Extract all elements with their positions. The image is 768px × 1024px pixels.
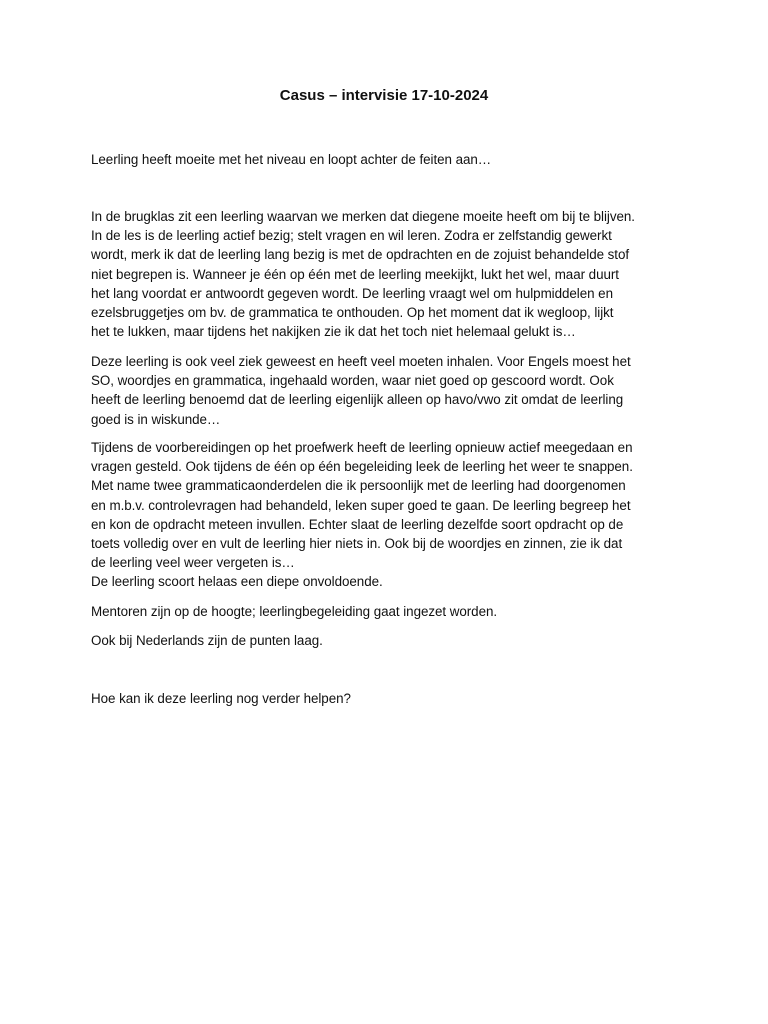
- paragraph-intro: [91, 207, 683, 341]
- text-line: vragen gesteld. Ook tijdens de één op één begeleiding leek de leerling het weer te snappen.: [91, 459, 633, 475]
- paragraph-illness: [91, 352, 683, 429]
- document-title: Casus – intervisie 17-10-2024: [279, 87, 489, 104]
- text-line: wordt, merk ik dat de leerling lang bezig is met de opdrachten en de zojuist behandelde stof: [91, 247, 630, 263]
- text-line: In de les is de leerling actief bezig; stelt vragen en wil leren. Zodra er zelfstandig gewerkt: [91, 228, 612, 244]
- text-line: het lang voordat er antwoordt gegeven wordt. De leerling vraagt wel om hulpmiddelen en: [91, 285, 613, 301]
- text-line: de leerling veel weer vergeten is…: [91, 555, 295, 571]
- text-line: De leerling scoort helaas een diepe onvoldoende.: [91, 574, 383, 590]
- text-line: Tijdens de voorbereidingen op het proefwerk heeft de leerling opnieuw actief meegedaan en: [91, 440, 633, 455]
- paragraph-test-preparation: [91, 438, 683, 592]
- text-line: goed is in wiskunde…: [91, 411, 221, 427]
- text-line: Met name twee grammaticaonderdelen die ik persoonlijk met de leerling had doorgenomen: [91, 478, 626, 494]
- text-line: heeft de leerling benoemd dat de leerling eigenlijk alleen op havo/vwo zit omdat de leerling: [91, 392, 624, 408]
- text-line: en kon de opdracht meteen invullen. Echter slaat de leerling dezelfde soort opdracht op de: [91, 516, 624, 532]
- case-summary: Leerling heeft moeite met het niveau en loopt achter de feiten aan…: [91, 152, 492, 167]
- text-line: Deze leerling is ook veel ziek geweest en heeft veel moeten inhalen. Voor Engels moest het: [91, 354, 631, 369]
- text-line: ezelsbruggetjes om bv. de grammatica te onthouden. Op het moment dat ik wegloop, lijkt: [91, 305, 614, 321]
- text-line: toets volledig over en vult de leerling hier niets in. Ook bij de woordjes en zinnen, zie ik dat: [91, 536, 623, 552]
- text-line: het te lukken, maar tijdens het nakijken zie ik dat het toch niet helemaal gelukt is…: [91, 324, 576, 340]
- text-line: en m.b.v. controlevragen had behandeld, leken super goed te gaan. De leerling begreep het: [91, 497, 631, 513]
- paragraph-dutch: Ook bij Nederlands zijn de punten laag.: [91, 633, 323, 648]
- paragraph-mentors: Mentoren zijn op de hoogte; leerlingbegeleiding gaat ingezet worden.: [91, 604, 498, 619]
- text-line: SO, woordjes en grammatica, ingehaald worden, waar niet goed op gescoord wordt. Ook: [91, 373, 614, 389]
- text-line: In de brugklas zit een leerling waarvan we merken dat diegene moeite heeft om bij te blijven.: [91, 209, 635, 224]
- text-line: niet begrepen is. Wanneer je één op één met de leerling meekijkt, lukt het wel, maar duurt: [91, 266, 619, 282]
- closing-question: Hoe kan ik deze leerling nog verder helpen?: [91, 691, 351, 706]
